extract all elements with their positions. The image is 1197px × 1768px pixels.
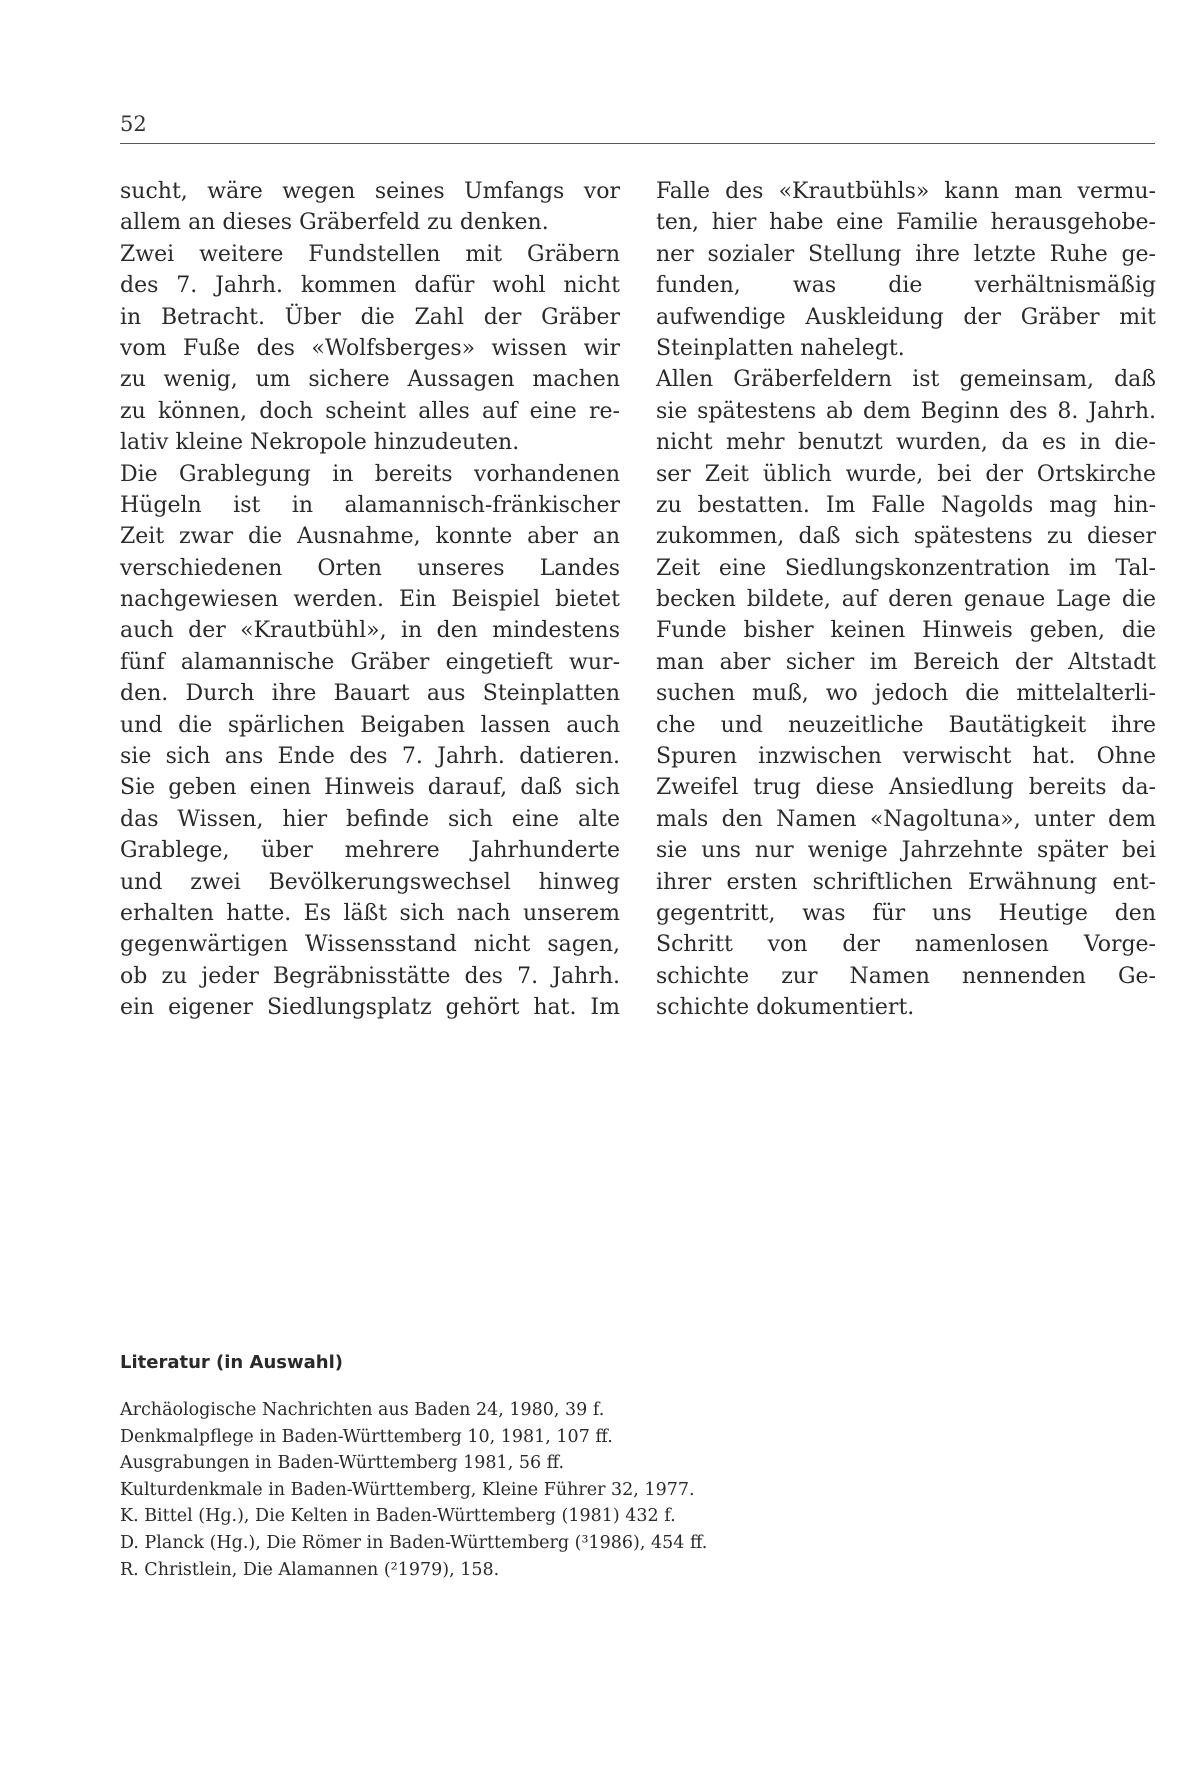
text-line: den. Durch ihre Bauart aus Steinplatten bbox=[120, 681, 620, 707]
text-line: Schritt von der namenlosen Vorge- bbox=[656, 932, 1156, 958]
text-line: sucht, wäre wegen seines Umfangs vor bbox=[120, 179, 620, 204]
text-line: suchen muß, wo jedoch die mittelalterli- bbox=[656, 681, 1156, 707]
text-line: das Wissen, hier befinde sich eine alte bbox=[120, 806, 620, 832]
text-line: Hügeln ist in alamannisch-fränkischer bbox=[120, 492, 620, 518]
literature-item: Archäologische Nachrichten aus Baden 24, 1980, 39 f. bbox=[120, 1400, 605, 1420]
text-line: Zwei weitere Fundstellen mit Gräbern bbox=[120, 241, 620, 267]
text-line: Zeit zwar die Ausnahme, konnte aber an bbox=[120, 524, 620, 550]
literature-item: Ausgrabungen in Baden-Württemberg 1981, 56 ff. bbox=[120, 1453, 565, 1474]
text-line: lativ kleine Nekropole hinzudeuten. bbox=[120, 430, 520, 456]
text-line: man aber sicher im Bereich der Altstadt bbox=[656, 649, 1156, 675]
text-line: sie spätestens ab dem Beginn des 8. Jahrh. bbox=[656, 398, 1156, 424]
text-line: Die Grablegung in bereits vorhandenen bbox=[120, 461, 620, 487]
literature-item: R. Christlein, Die Alamannen (²1979), 158. bbox=[120, 1559, 500, 1580]
text-line: erhalten hatte. Es läßt sich nach unserem bbox=[120, 900, 620, 926]
text-line: schichte dokumentiert. bbox=[656, 995, 915, 1021]
literature-heading: Literatur (in Auswahl) bbox=[120, 1352, 343, 1373]
text-line: ser Zeit üblich wurde, bei der Ortskirche bbox=[656, 461, 1156, 487]
text-line: nicht mehr benutzt wurden, da es in die- bbox=[656, 430, 1156, 456]
text-line: mals den Namen «Nagoltuna», unter dem bbox=[656, 806, 1156, 832]
text-line: Zeit eine Siedlungskonzentration im Tal- bbox=[656, 555, 1156, 581]
text-line: vom Fuße des «Wolfsberges» wissen wir bbox=[120, 335, 620, 361]
text-line: zukommen, daß sich spätestens zu dieser bbox=[656, 524, 1156, 550]
text-line: sie uns nur wenige Jahrzehnte später bei bbox=[656, 838, 1156, 864]
text-line: ein eigener Siedlungsplatz gehört hat. Im bbox=[120, 995, 620, 1021]
text-line: ten, hier habe eine Familie herausgehobe- bbox=[656, 210, 1156, 236]
text-line: Spuren inzwischen verwischt hat. Ohne bbox=[656, 744, 1156, 770]
text-line: Falle des «Krautbühls» kann man vermu- bbox=[656, 179, 1156, 204]
text-line: und zwei Bevölkerungswechsel hinweg bbox=[120, 869, 620, 895]
literature-item: D. Planck (Hg.), Die Römer in Baden-Württemberg (³1986), 454 ff. bbox=[120, 1532, 708, 1553]
literature-item: K. Bittel (Hg.), Die Kelten in Baden-Württemberg (1981) 432 f. bbox=[120, 1506, 676, 1527]
text-line: Grablege, über mehrere Jahrhunderte bbox=[120, 838, 620, 864]
text-line: funden, was die verhältnismäßig bbox=[656, 273, 1156, 299]
header-rule bbox=[120, 143, 1155, 144]
text-line: Zweifel trug diese Ansiedlung bereits da- bbox=[656, 775, 1156, 801]
text-line: zu bestatten. Im Falle Nagolds mag hin- bbox=[656, 492, 1156, 518]
text-line: ihrer ersten schriftlichen Erwähnung ent- bbox=[656, 869, 1156, 895]
literature-list bbox=[120, 1397, 707, 1583]
text-line: ner sozialer Stellung ihre letzte Ruhe ge- bbox=[656, 241, 1156, 267]
text-line: sie sich ans Ende des 7. Jahrh. datieren. bbox=[120, 744, 620, 770]
text-line: des 7. Jahrh. kommen dafür wohl nicht bbox=[120, 273, 620, 299]
text-line: in Betracht. Über die Zahl der Gräber bbox=[120, 304, 620, 330]
text-line: zu können, doch scheint alles auf eine re- bbox=[120, 398, 620, 424]
literature-item: Denkmalpflege in Baden-Württemberg 10, 1981, 107 ff. bbox=[120, 1426, 613, 1447]
text-line: schichte zur Namen nennenden Ge- bbox=[656, 963, 1156, 989]
text-line: che und neuzeitliche Bautätigkeit ihre bbox=[656, 712, 1156, 738]
left-text-column bbox=[120, 176, 620, 1024]
text-line: verschiedenen Orten unseres Landes bbox=[120, 555, 620, 581]
text-line: aufwendige Auskleidung der Gräber mit bbox=[656, 304, 1156, 330]
page-number: 52 bbox=[120, 112, 147, 136]
text-line: allem an dieses Gräberfeld zu denken. bbox=[120, 210, 549, 236]
text-line: und die spärlichen Beigaben lassen auch bbox=[120, 712, 620, 738]
text-line: fünf alamannische Gräber eingetieft wur- bbox=[120, 649, 620, 675]
literature-item: Kulturdenkmale in Baden-Württemberg, Kleine Führer 32, 1977. bbox=[120, 1479, 695, 1500]
text-line: Steinplatten nahelegt. bbox=[656, 335, 905, 361]
text-line: nachgewiesen werden. Ein Beispiel bietet bbox=[120, 587, 620, 613]
text-line: auch der «Krautbühl», in den mindestens bbox=[120, 618, 620, 644]
text-line: gegentritt, was für uns Heutige den bbox=[656, 900, 1156, 926]
text-line: ob zu jeder Begräbnisstätte des 7. Jahrh. bbox=[120, 963, 620, 989]
right-text-column bbox=[656, 176, 1156, 1024]
text-line: zu wenig, um sichere Aussagen machen bbox=[120, 367, 620, 393]
text-line: gegenwärtigen Wissensstand nicht sagen, bbox=[120, 932, 620, 958]
text-line: becken bildete, auf deren genaue Lage die bbox=[656, 587, 1156, 613]
text-line: Funde bisher keinen Hinweis geben, die bbox=[656, 618, 1156, 644]
text-line: Allen Gräberfeldern ist gemeinsam, daß bbox=[656, 367, 1156, 393]
text-line: Sie geben einen Hinweis darauf, daß sich bbox=[120, 775, 620, 801]
